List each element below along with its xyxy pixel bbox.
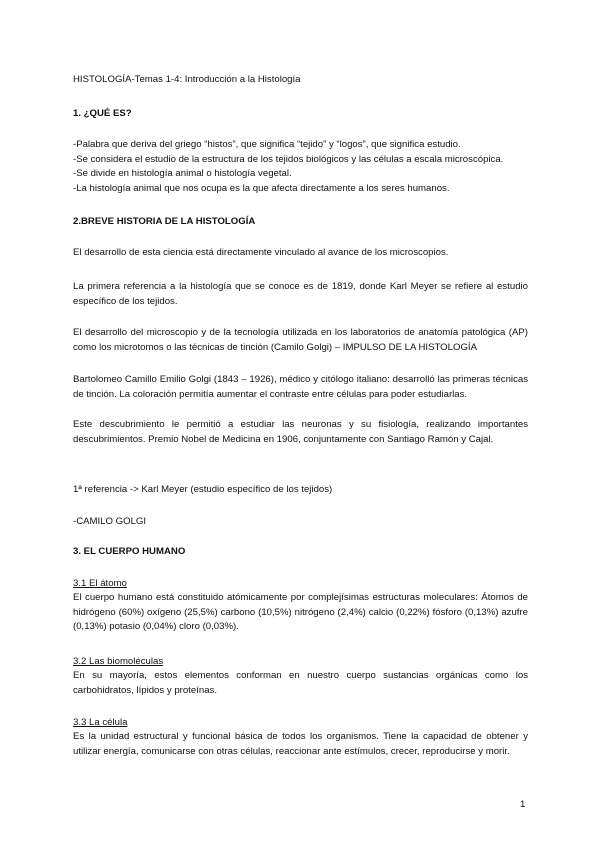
- subsection-title: 3.1 El átomo: [73, 578, 127, 589]
- list-item: -Se divide en histología animal o histología vegetal.: [73, 168, 292, 179]
- paragraph: El desarrollo de esta ciencia está directamente vinculado al avance de los microscopios.: [73, 247, 449, 258]
- subsection-title: 3.2 Las biomoléculas: [73, 656, 164, 667]
- paragraph: Este descubrimiento le permitió a estudiar las neuronas y su fisiología, realizando importantes descubrimientos. Premio Nobel de Medicina en 1906, conjuntamente con Santiago Ramón y Cajal.: [73, 419, 528, 445]
- section-1-list: [73, 138, 528, 196]
- section-2-heading: 2.BREVE HISTORIA DE LA HISTOLOGÍA: [73, 216, 256, 227]
- note-line: -CAMILO GOLGI: [73, 516, 147, 527]
- paragraph: El cuerpo humano está constituido atómicamente por complejísimas estructuras moleculares: Átomos de hidrógeno (60%) oxígeno (25,5%) carbono (10,5%) nitrógeno (2,4%) calcio (0,22%) fósforo (0,13%) azufre (0,13%) potasio (0,04%) cloro (0,03%).: [73, 592, 528, 632]
- paragraph: En su mayoría, estos elementos conforman en nuestro cuerpo sustancias orgánicas como los carbohidratos, lípidos y proteínas.: [73, 670, 528, 696]
- list-item: -Palabra que deriva del griego “histos”, que significa “tejido” y “logos”, que significa estudio.: [73, 139, 461, 150]
- document-title: HISTOLOGÍA-Temas 1-4: Introducción a la Histología: [73, 74, 301, 85]
- list-item: -Se considera el estudio de la estructura de los tejidos biológicos y las células a escala microscópica.: [73, 153, 504, 165]
- section-3-heading: 3. EL CUERPO HUMANO: [73, 546, 186, 557]
- list-item: -La histología animal que nos ocupa es la que afecta directamente a los seres humanos.: [73, 182, 450, 194]
- paragraph: El desarrollo del microscopio y de la tecnología utilizada en los laboratorios de anatomía patológica (AP) como los microtomos o las técnicas de tinción (Camilo Golgi) – IMPULSO DE LA HISTOLOGÍA: [73, 327, 528, 353]
- subsection-title: 3.3 La célula: [73, 717, 128, 728]
- page-number: 1: [520, 799, 526, 810]
- section-1-heading: 1. ¿QUÉ ES?: [73, 108, 132, 119]
- paragraph: La primera referencia a la histología que se conoce es de 1819, donde Karl Meyer se refiere al estudio específico de los tejidos.: [73, 281, 528, 307]
- paragraph: Bartolomeo Camillo Emilio Golgi (1843 – 1926), médico y citólogo italiano: desarrolló las primeras técnicas de tinción. La coloración permitía aumentar el contraste entre células para poder estudiarlas.: [73, 374, 528, 400]
- note-line: 1ª referencia -> Karl Meyer (estudio específico de los tejidos): [73, 484, 333, 495]
- paragraph: Es la unidad estructural y funcional básica de todos los organismos. Tiene la capacidad de obtener y utilizar energía, comunicarse con otras células, reaccionar ante estímulos, crecer, reproducirse y morir.: [73, 731, 528, 757]
